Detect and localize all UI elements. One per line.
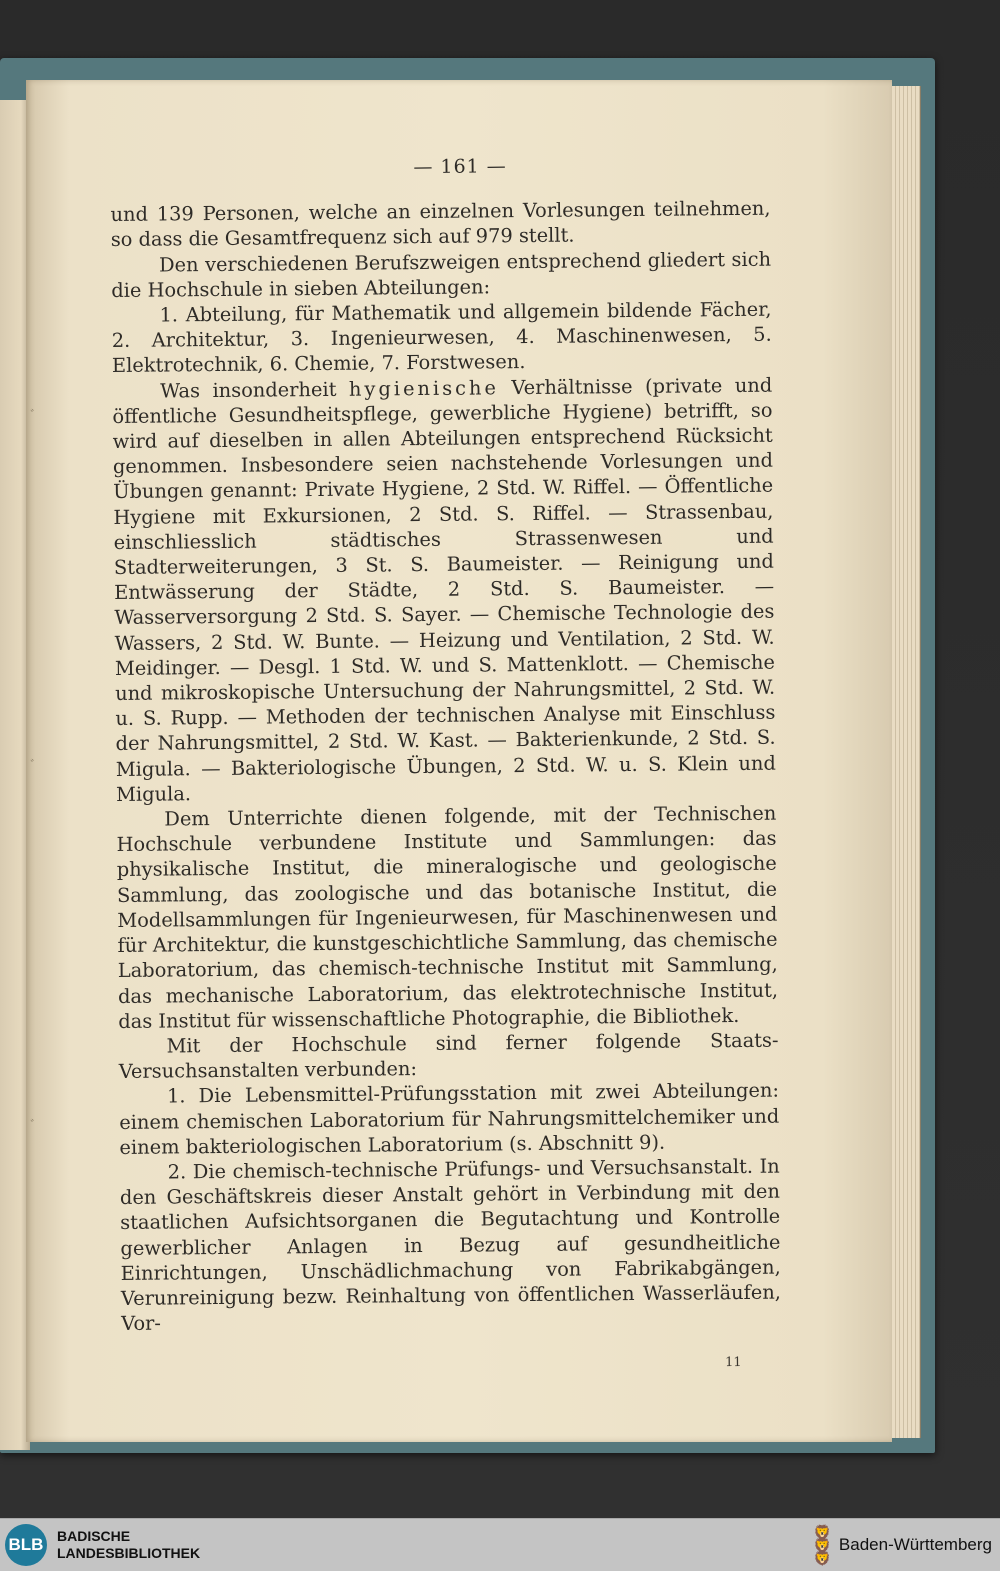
margin-mark: ﾞ xyxy=(30,409,37,424)
library-name-line2: LANDESBIBLIOTHEK xyxy=(57,1545,201,1561)
state-name: Baden-Württemberg xyxy=(838,1535,992,1554)
page-number-header: — 161 — xyxy=(413,155,507,179)
footer-bar xyxy=(0,1518,1000,1571)
library-name xyxy=(57,1528,200,1562)
paragraph: Dem Unterrichte dienen folgende, mit der Technischen Hochschule verbundene Institute und Sammlungen: das physikalische Institut, die mineralogische und geologische Sammlung, das zoologische und das botanische Institut, die Modellsammlungen für Ingenieurwesen, für Maschinenwesen und für Architektur, die kunstgeschichtliche Sammlung, das chemische Laboratorium, das chemisch-technische Institut mit Sammlung, das mechanische Laboratorium, das elektrotechnische Institut, das Institut für wissenschaftliche Photographie, die Bibliothek. xyxy=(116,801,779,1033)
paragraph: Den verschiedenen Berufszweigen entsprechend gliedert sich die Hochschule in sieben Abteilungen: xyxy=(111,247,772,302)
paragraph-body: Verhältnisse (private und öffentliche Gesundheitspflege, gewerbliche Hygiene) betrifft, so wird auf dieselben in allen Abteilungen entsprechend Rücksicht genommen. Insbesondere seien nachstehende Vorlesungen und Übungen genannt: Private Hygiene, 2 Std. W. Riffel. — Öffentliche Hygiene mit Exkursionen, 2 Std. S. Riffel. — Strassenbau, einschliesslich städtisches Strassenwesen und Stadterweiterungen, 3 St. S. Baumeister. — Reinigung und Entwässerung der Städte, 2 Std. S. Baumeister. — Wasserversorgung 2 Std. S. Sayer. — Chemische Technologie des Wassers, 2 Std. W. Bunte. — Heizung und Ventilation, 2 Std. W. Meidinger. — Desgl. 1 Std. W. und S. Mattenklott. — Chemische und mikroskopische Untersuchung der Nahrungsmittel, 2 Std. W. u. S. Rupp. — Methoden der technischen Analyse mit Einschluss der Nahrungsmittel, 2 Std. W. Kast. — Bakterienkunde, 2 Std. S. Migula. — Bakteriologische Übungen, 2 Std. W. u. S. Klein und Migula. xyxy=(112,373,776,806)
spaced-emphasis: hygienische xyxy=(348,375,500,401)
paragraph-hygiene xyxy=(112,372,776,807)
paragraph: 1. Abteilung, für Mathematik und allgemein bildende Fächer, 2. Architektur, 3. Ingenieurwesen, 4. Maschinenwesen, 5. Elektrotechnik, 6. Chemie, 7. Forstwesen. xyxy=(111,297,772,378)
blb-badge-icon: BLB xyxy=(5,1524,47,1566)
paragraph-prefix: Was insonderheit xyxy=(160,377,350,403)
library-name-line1: BADISCHE xyxy=(57,1528,131,1544)
margin-mark: ﾞ xyxy=(30,1119,37,1134)
lions-emblem-icon: 🦁 🦁 🦁 xyxy=(813,1523,831,1566)
state-logo[interactable] xyxy=(813,1523,1000,1566)
paragraph: 2. Die chemisch-technische Prüfungs- und Versuchsanstalt. In den Geschäftskreis dieser Anstalt gehört in Verbindung mit den staatlichen Aufsichtsorganen die Begutachtung und Kontrolle gewerblicher Anlagen in Bezug auf gesundheitliche Einrichtungen, Unschädlichmachung von Fabrikabgängen, Verunreinigung bezw. Reinhaltung von öffentlichen Wasserläufen, Vor- xyxy=(119,1154,782,1336)
paragraph: und 139 Personen, welche an einzelnen Vorlesungen teilnehmen, so dass die Gesamtfrequenz sich auf 979 stellt. xyxy=(110,196,771,252)
signature-mark: 11 xyxy=(724,1355,742,1371)
paragraph: 1. Die Lebensmittel-Prüfungsstation mit zwei Abteilungen: einem chemischen Laboratorium für Nahrungsmittelchemiker und einem bakteriologischen Laboratorium (s. Abschnitt 9). xyxy=(119,1078,780,1159)
page-text xyxy=(110,152,782,1382)
library-logo[interactable] xyxy=(0,1524,200,1566)
paragraph: Mit der Hochschule sind ferner folgende Staats-Versuchsanstalten verbunden: xyxy=(118,1028,779,1084)
margin-mark: ﾞ xyxy=(30,759,37,774)
